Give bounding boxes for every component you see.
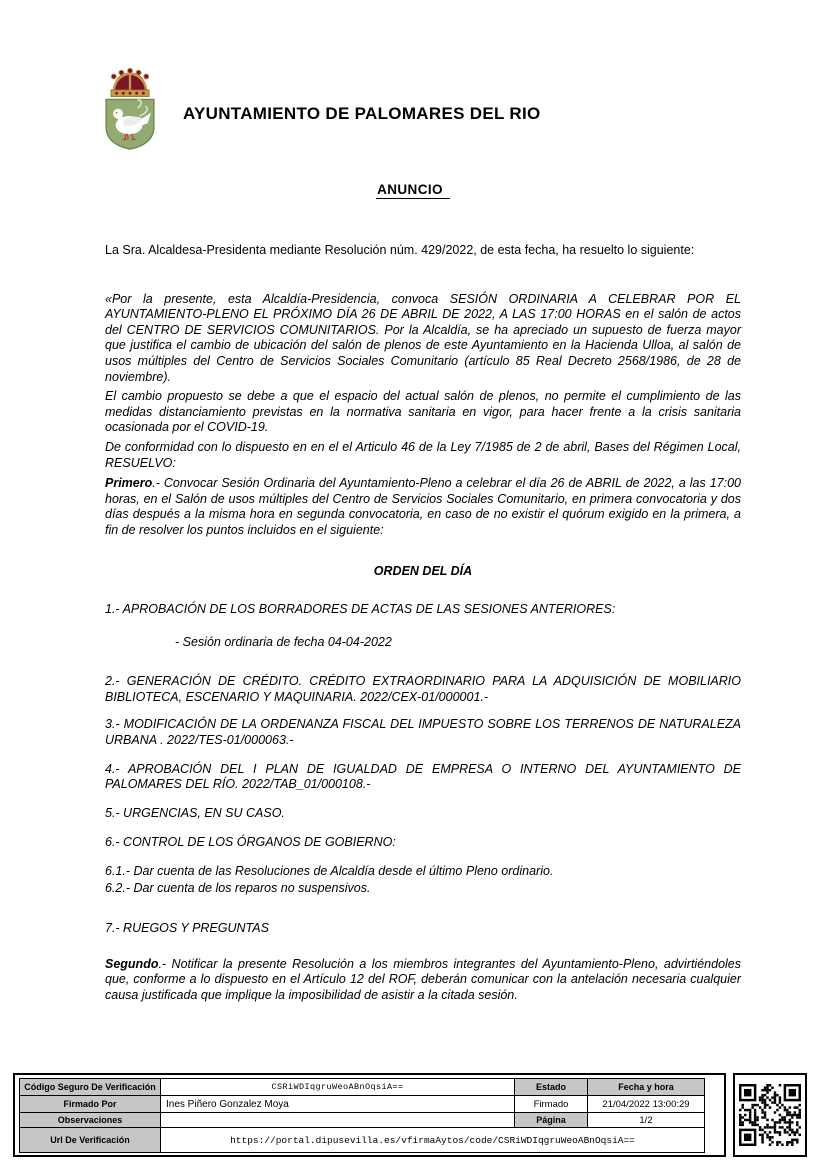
csv-value: CSRiWDIqgruWeoABnOqsiA== xyxy=(161,1079,515,1096)
crown-icon xyxy=(111,68,149,96)
paragraph-conformidad: De conformidad con lo dispuesto en en el el Articulo 46 de la Ley 7/1985 de 2 de abril, Bases del Régimen Local, RESUELVO: xyxy=(105,439,741,470)
qr-code-box xyxy=(733,1073,807,1157)
agenda-item-6-1: 6.1.- Dar cuenta de las Resoluciones de Alcaldía desde el último Pleno ordinario. xyxy=(105,864,554,879)
primero-label: Primero xyxy=(105,476,153,491)
table-row xyxy=(20,1113,705,1128)
verification-footer xyxy=(13,1073,726,1157)
fecha-label: Fecha y hora xyxy=(588,1079,705,1096)
paragraph-cambio: El cambio propuesto se debe a que el espacio del actual salón de plenos, no permite el cumplimiento de las medidas distanciamiento previstas en la normativa sanitaria en vigor, para hacer frente a la crisis sanitaria ocasionada por el COVID-19. xyxy=(105,389,741,435)
verification-url-link[interactable]: https://portal.dipusevilla.es/vfirmaAytos/code/CSRiWDIqgruWeoABnOqsiA== xyxy=(161,1128,705,1153)
observaciones-label: Observaciones xyxy=(20,1113,161,1128)
table-row xyxy=(20,1128,705,1153)
segundo-label: Segundo xyxy=(105,956,159,971)
fecha-value: 21/04/2022 13:00:29 xyxy=(588,1096,705,1113)
page-title: AYUNTAMIENTO DE PALOMARES DEL RIO xyxy=(183,104,541,123)
agenda-item-6: 6.- CONTROL DE LOS ÓRGANOS DE GOBIERNO: xyxy=(105,835,396,850)
agenda-item-1-note: - Sesión ordinaria de fecha 04-04-2022 xyxy=(175,634,392,649)
paragraph-primero xyxy=(105,476,741,538)
announcement-heading-row xyxy=(0,181,826,199)
agenda-item-3: 3.- MODIFICACIÓN DE LA ORDENANZA FISCAL DEL IMPUESTO SOBRE LOS TERRENOS DE NATURALEZA URBANA . 2022/TES-01/000063.- xyxy=(105,717,741,748)
csv-label: Código Seguro De Verificación xyxy=(20,1079,161,1096)
qr-code-icon xyxy=(739,1084,801,1146)
town-coat-of-arms-icon xyxy=(99,66,161,150)
observaciones-value xyxy=(161,1113,515,1128)
firmado-por-label: Firmado Por xyxy=(20,1096,161,1113)
pagina-label: Página xyxy=(515,1113,588,1128)
agenda-title: ORDEN DEL DÍA xyxy=(373,563,473,578)
verification-table xyxy=(19,1078,705,1153)
agenda-item-2: 2.- GENERACIÓN DE CRÉDITO. CRÉDITO EXTRAORDINARIO PARA LA ADQUISICIÓN DE MOBILIARIO BIBLIOTECA, ESCENARIO Y MAQUINARIA. 2022/CEX-01/000001.- xyxy=(105,674,741,704)
estado-value: Firmado xyxy=(515,1096,588,1113)
agenda-item-4: 4.- APROBACIÓN DEL I PLAN DE IGUALDAD DE EMPRESA O INTERNO DEL AYUNTAMIENTO DE PALOMARES DEL RÍO. 2022/TAB_01/000108.- xyxy=(105,761,741,792)
announcement-heading: ANUNCIO xyxy=(376,182,450,199)
table-row xyxy=(20,1079,705,1096)
agenda-item-1: 1.- APROBACIÓN DE LOS BORRADORES DE ACTAS DE LAS SESIONES ANTERIORES: xyxy=(105,602,616,617)
document-body xyxy=(105,243,741,1004)
paragraph-convocatoria: «Por la presente, esta Alcaldía-Presidencia, convoca SESIÓN ORDINARIA A CELEBRAR POR EL AYUNTAMIENTO-PLENO EL PRÓXIMO DÍA 26 DE ABRIL DE 2022, A LAS 17:00 HORAS en el salón de actos del CENTRO DE SERVICIOS COMUNITARIOS. Por la Alcaldía, se ha apreciado un supuesto de fuerza mayor que justifica el cambio de ubicación del salón de plenos de este Ayuntamiento en la Hacienda Ulloa, al salón de usos múltiples del Centro de Servicios Sociales Comunitario (artículo 85 Real Decreto 2568/1986, de 28 de noviembre). xyxy=(105,291,741,384)
agenda-item-6-2: 6.2.- Dar cuenta de los reparos no suspensivos. xyxy=(105,880,371,895)
pagina-value: 1/2 xyxy=(588,1113,705,1128)
agenda-item-5: 5.- URGENCIAS, EN SU CASO. xyxy=(105,805,285,820)
estado-label: Estado xyxy=(515,1079,588,1096)
intro-line: La Sra. Alcaldesa-Presidenta mediante Resolución núm. 429/2022, de esta fecha, ha resuelto lo siguiente: xyxy=(105,243,695,257)
table-row xyxy=(20,1096,705,1113)
agenda-item-7: 7.- RUEGOS Y PREGUNTAS xyxy=(105,921,269,936)
paragraph-segundo xyxy=(105,957,741,1004)
segundo-text: .- Notificar la presente Resolución a los miembros integrantes del Ayuntamiento-Pleno, advirtiéndoles que, conforme a lo dispuesto en el Artículo 12 del ROF, deberán comunicar con la antelación necesaria cualquier causa justificada que implique la imposibilidad de asistir a la citada sesión. xyxy=(105,956,741,1002)
primero-text: .- Convocar Sesión Ordinaria del Ayuntamiento-Pleno a celebrar el día 26 de ABRIL de 2022, a las 17:00 horas, en el Salón de usos múltiples del Centro de Servicios Sociales Comunitario, en primera convocatoria y dos días después a la misma hora en segunda convocatoria, en caso de no existir el quórum exigido en la primera, a fin de resolver los puntos incluidos en el siguiente: xyxy=(105,476,741,537)
firmado-por-value: Ines Piñero Gonzalez Moya xyxy=(161,1096,515,1113)
url-label: Url De Verificación xyxy=(20,1128,161,1153)
